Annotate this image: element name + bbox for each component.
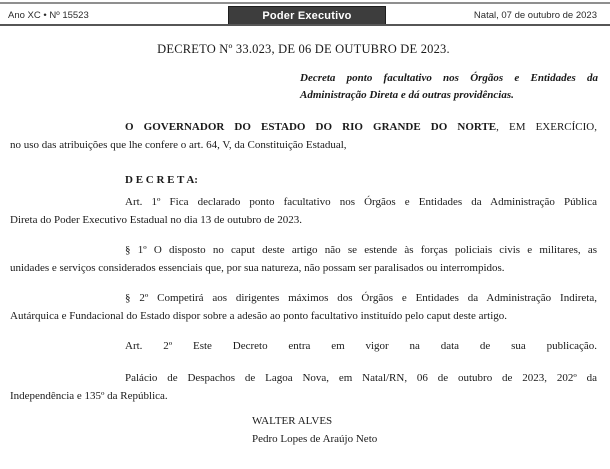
paragraph-preamble — [10, 118, 597, 154]
summary-line: Decreta ponto facultativo nos Órgãos e Entidades da — [300, 72, 598, 84]
paragraph-art-1 — [10, 193, 597, 229]
text-line — [10, 337, 597, 355]
bold-text-segment: D E C R E T A: — [125, 174, 198, 186]
paragraph-decreta — [10, 171, 597, 189]
text-segment: § 2º Competirá aos dirigentes máximos dos Órgãos e Entidades da Administração Indireta, — [125, 292, 597, 304]
dateline: Natal, 07 de outubro de 2023 — [473, 10, 597, 21]
decree-body — [10, 118, 597, 405]
text-segment: Direta do Poder Executivo Estadual no dia 13 de outubro de 2023. — [10, 214, 303, 226]
text-line — [10, 369, 597, 387]
text-line — [10, 136, 597, 154]
text-segment: Art. 1º Fica declarado ponto facultativo nos Órgãos e Entidades da Administração Pública — [125, 196, 597, 208]
text-line — [10, 118, 597, 136]
paragraph-par-2 — [10, 289, 597, 325]
text-line — [10, 387, 597, 405]
masthead-bottom-rule — [0, 24, 610, 26]
text-line — [10, 211, 597, 229]
section-banner — [228, 6, 386, 25]
text-line — [10, 289, 597, 307]
paragraph-palacio — [10, 369, 597, 405]
gazette-masthead — [0, 0, 610, 27]
text-segment: no uso das atribuições que lhe confere o art. 64, V, da Constituição Estadual, — [10, 139, 347, 151]
section-banner-label: Poder Executivo — [262, 9, 352, 22]
text-segment: Autárquica e Fundacional do Estado dispor sobre a adesão ao ponto facultativo instituído pelo caput deste artigo. — [10, 310, 508, 322]
text-line — [10, 259, 597, 277]
paragraph-par-1 — [10, 241, 597, 277]
bold-text-segment: O GOVERNADOR DO ESTADO DO RIO GRANDE DO NORTE — [125, 121, 497, 133]
edition-number: Ano XC • Nº 15523 — [8, 10, 89, 21]
text-segment: unidades e serviços considerados essenciais que, por sua natureza, não possam ser paralisados ou interrompidos. — [10, 262, 505, 274]
signature-author: Pedro Lopes de Araújo Neto — [252, 433, 378, 445]
text-segment: § 1º O disposto no caput deste artigo não se estende às forças policiais civis e militares, as — [125, 244, 597, 256]
signature-governor: WALTER ALVES — [252, 415, 333, 427]
decree-title: DECRETO Nº 33.023, DE 06 DE OUTUBRO DE 2023. — [157, 42, 450, 56]
text-segment: Independência e 135º da República. — [10, 390, 168, 402]
decree-summary — [300, 70, 598, 104]
text-segment: , EM EXERCÍCIO, — [496, 121, 597, 133]
paragraph-art-2 — [10, 337, 597, 355]
signature-block — [252, 412, 597, 448]
masthead-top-rule — [0, 2, 610, 4]
text-line — [10, 241, 597, 259]
text-segment: Art. 2º Este Decreto entra em vigor na data de sua publicação. — [125, 340, 597, 352]
summary-line: Administração Direta e dá outras providências. — [300, 89, 514, 101]
text-line — [10, 307, 597, 325]
decree-document — [0, 40, 610, 448]
text-line — [10, 171, 597, 189]
text-segment: Palácio de Despachos de Lagoa Nova, em Natal/RN, 06 de outubro de 2023, 202º da — [125, 372, 597, 384]
text-line — [10, 193, 597, 211]
